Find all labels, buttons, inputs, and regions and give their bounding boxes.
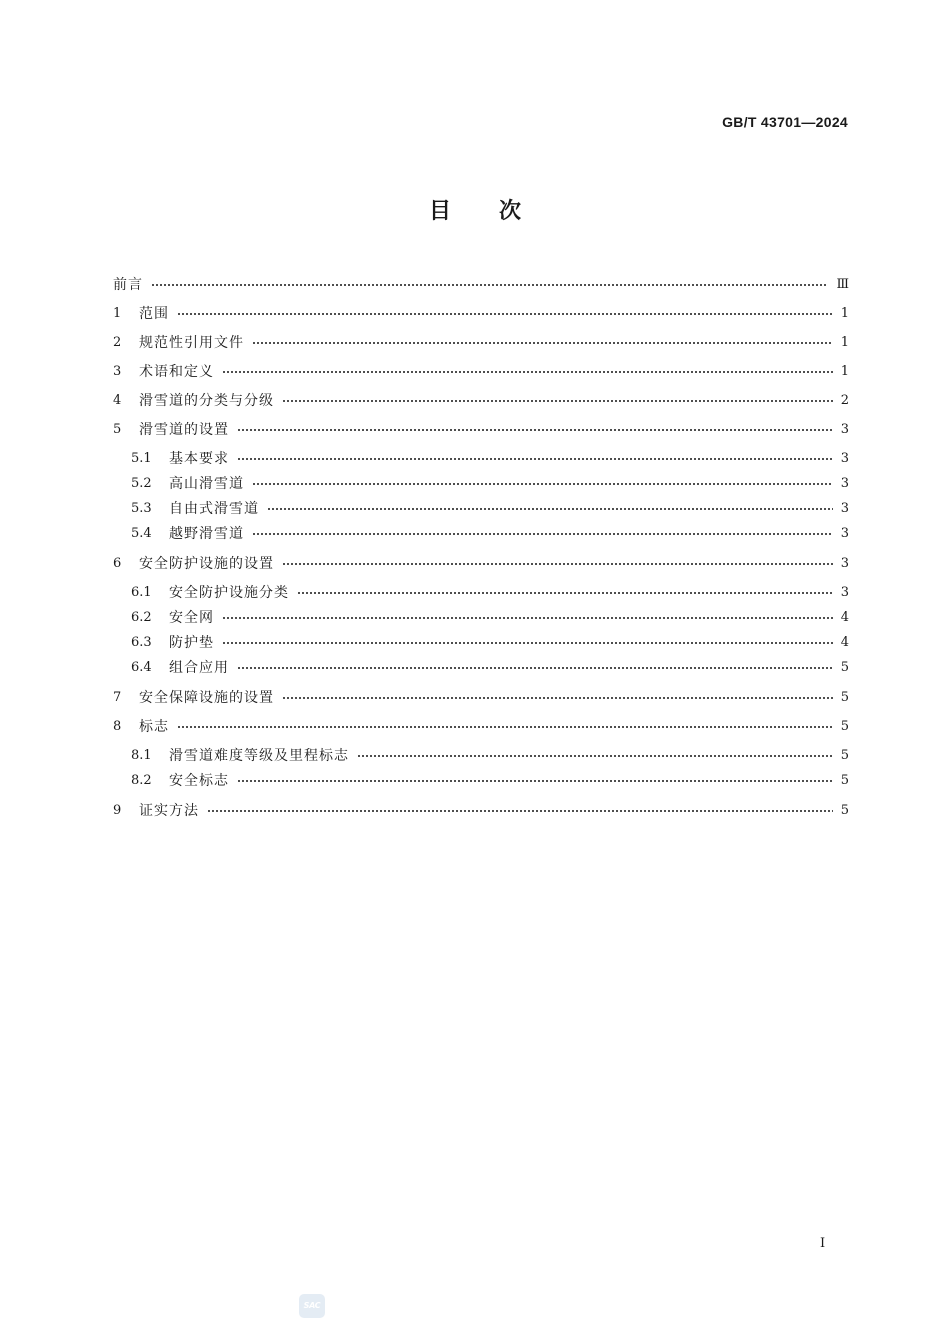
toc-entry[interactable] [131, 447, 849, 469]
toc-entry[interactable] [131, 744, 849, 766]
toc-dot-leader [357, 755, 833, 757]
toc-entry[interactable] [131, 522, 849, 544]
sac-logo-watermark: SAC [299, 1294, 325, 1318]
toc-entry-number: 7 [113, 689, 122, 705]
toc-dot-leader [237, 780, 833, 782]
page-title: 目次 [428, 199, 569, 224]
toc-entry-page: 3 [840, 450, 849, 466]
toc-dot-leader [282, 400, 833, 402]
toc-entry-number: 5.4 [131, 525, 152, 541]
toc-entry[interactable] [113, 389, 849, 411]
toc-entry[interactable] [113, 302, 849, 324]
toc-entry-number: 6.3 [131, 634, 152, 650]
toc-dot-leader [282, 697, 833, 699]
toc-entry-number: 5.3 [131, 500, 152, 516]
toc-entry-title: 前言 [113, 277, 143, 293]
toc-entry-title: 安全保障设施的设置 [139, 690, 274, 706]
toc-entry-page: 5 [840, 802, 849, 818]
toc-entry-number: 1 [113, 305, 122, 321]
toc-dot-leader [297, 592, 833, 594]
toc-entry-page: Ⅲ [836, 276, 849, 292]
toc-entry[interactable] [131, 581, 849, 603]
toc-entry-title: 滑雪道的分类与分级 [139, 393, 274, 409]
toc-entry-number: 4 [113, 392, 122, 408]
toc-entry-page: 1 [840, 334, 849, 350]
toc-entry-title: 术语和定义 [139, 364, 214, 380]
toc-entry[interactable] [131, 497, 849, 519]
toc-entry-page: 2 [840, 392, 849, 408]
toc-dot-leader [222, 617, 833, 619]
toc-dot-leader [282, 563, 833, 565]
toc-entry-page: 3 [840, 555, 849, 571]
toc-entry-number: 2 [113, 334, 122, 350]
toc-entry-title: 安全网 [169, 610, 214, 626]
toc-entry[interactable] [131, 472, 849, 494]
toc-entry-title: 安全防护设施的设置 [139, 556, 274, 572]
toc-entry-page: 3 [840, 584, 849, 600]
toc-dot-leader [252, 533, 833, 535]
toc-dot-leader [252, 483, 833, 485]
toc-entry-page: 3 [840, 421, 849, 437]
toc-entry-title: 标志 [139, 719, 169, 735]
toc-entry-title: 安全标志 [169, 773, 229, 789]
toc-entry-number: 5.2 [131, 475, 152, 491]
toc-dot-leader [252, 342, 833, 344]
toc-entry-number: 8 [113, 718, 122, 734]
toc-entry-number: 6.2 [131, 609, 152, 625]
toc-entry[interactable] [113, 273, 849, 295]
toc-entry[interactable] [113, 552, 849, 574]
toc-dot-leader [207, 810, 833, 812]
toc-entry[interactable] [113, 331, 849, 353]
toc-entry[interactable] [113, 418, 849, 440]
toc-entry-number: 6.4 [131, 659, 152, 675]
toc-entry-title: 安全防护设施分类 [169, 585, 289, 601]
toc-entry-title: 组合应用 [169, 660, 229, 676]
toc-dot-leader [151, 284, 828, 286]
toc-entry-page: 3 [840, 525, 849, 541]
toc-entry-number: 8.1 [131, 747, 152, 763]
toc-entry-number: 8.2 [131, 772, 152, 788]
toc-entry[interactable] [113, 360, 849, 382]
toc-entry[interactable] [113, 686, 849, 708]
toc-entry-page: 5 [840, 772, 849, 788]
toc-dot-leader [267, 508, 833, 510]
toc-entry-title: 滑雪道难度等级及里程标志 [169, 748, 349, 764]
toc-entry-title: 高山滑雪道 [169, 476, 244, 492]
toc-entry-number: 6 [113, 555, 122, 571]
toc-entry-page: 4 [840, 609, 849, 625]
toc-entry[interactable] [113, 715, 849, 737]
toc-dot-leader [237, 667, 833, 669]
toc-entry-page: 5 [840, 718, 849, 734]
toc-entry-page: 5 [840, 659, 849, 675]
toc-dot-leader [222, 371, 833, 373]
toc-entry-number: 6.1 [131, 584, 152, 600]
toc-entry-page: 3 [840, 475, 849, 491]
toc-entry-title: 防护垫 [169, 635, 214, 651]
toc-entry-title: 基本要求 [169, 451, 229, 467]
toc-entry-title: 自由式滑雪道 [169, 501, 259, 517]
toc-entry-number: 3 [113, 363, 122, 379]
toc-entry[interactable] [131, 606, 849, 628]
toc-dot-leader [237, 429, 833, 431]
toc-dot-leader [177, 726, 833, 728]
page-number: I [820, 1236, 826, 1251]
toc-entry[interactable] [131, 769, 849, 791]
toc-entry[interactable] [113, 799, 849, 821]
toc-dot-leader [222, 642, 833, 644]
toc-entry-title: 滑雪道的设置 [139, 422, 229, 438]
toc-entry[interactable] [131, 631, 849, 653]
standard-code: GB/T 43701—2024 [722, 114, 848, 130]
toc-entry-title: 证实方法 [139, 803, 199, 819]
toc-entry-number: 9 [113, 802, 122, 818]
toc-entry-page: 1 [840, 305, 849, 321]
toc-entry[interactable] [131, 656, 849, 678]
toc-entry-page: 1 [840, 363, 849, 379]
toc-entry-page: 5 [840, 689, 849, 705]
toc-entry-title: 越野滑雪道 [169, 526, 244, 542]
toc-entry-title: 规范性引用文件 [139, 335, 244, 351]
toc-entry-number: 5.1 [131, 450, 152, 466]
toc-dot-leader [237, 458, 833, 460]
toc-entry-number: 5 [113, 421, 122, 437]
toc-entry-page: 4 [840, 634, 849, 650]
toc-entry-page: 3 [840, 500, 849, 516]
toc-entry-title: 范围 [139, 306, 169, 322]
toc-dot-leader [177, 313, 833, 315]
toc-entry-page: 5 [840, 747, 849, 763]
